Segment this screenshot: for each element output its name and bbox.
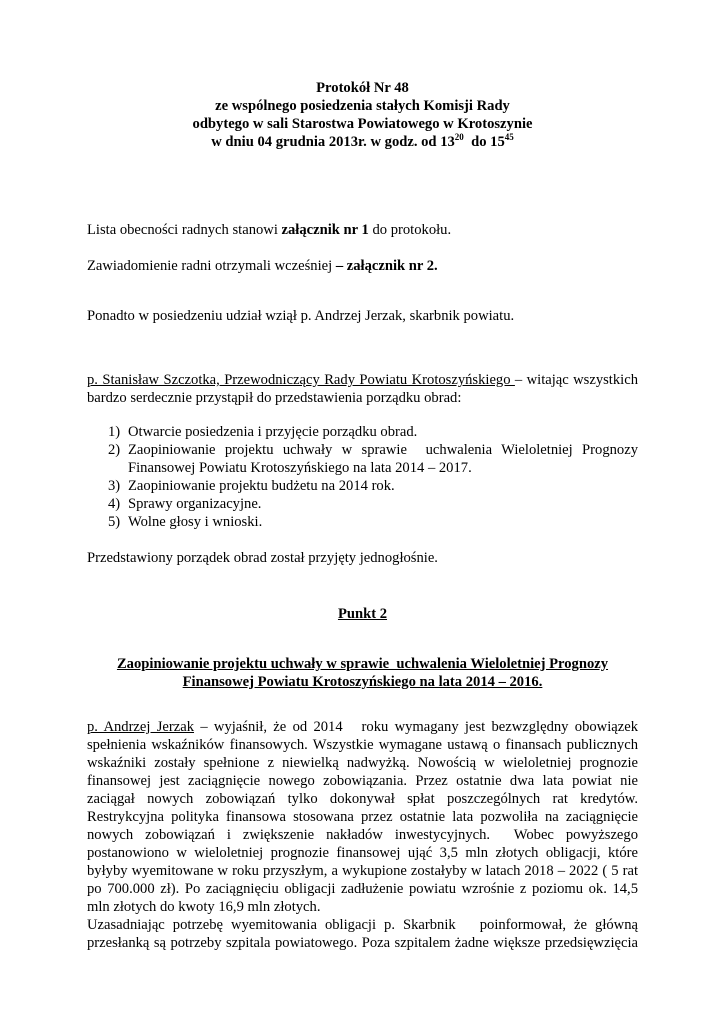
- speaker-treasurer: p. Andrzej Jerzak: [87, 719, 195, 735]
- protocol-header: [0, 79, 725, 151]
- attendance-note: Lista obecności radnych stanowi załącznik nr 1 do protokołu.: [87, 222, 452, 238]
- agenda-item: 3) Zaopiniowanie projektu budżetu na 2014 rok.: [108, 478, 395, 494]
- notice-note: Zawiadomienie radni otrzymali wcześniej – załącznik nr 2.: [87, 258, 438, 274]
- meeting-description: ze wspólnego posiedzenia stałych Komisji Rady: [215, 98, 510, 114]
- point-heading: Punkt 2: [337, 606, 388, 622]
- agenda-accepted-note: Przedstawiony porządek obrad został przyjęty jednogłośnie.: [87, 550, 438, 566]
- opening-paragraph: p. Stanisław Szczotka, Przewodniczący Rady Powiatu Krotoszyńskiego – witając wszystkich bardzo serdecznie przystąpił do przedstawienia porządku obrad:: [87, 372, 638, 406]
- agenda-item: 1) Otwarcie posiedzenia i przyjęcie porządku obrad.: [108, 424, 418, 440]
- point-title: Zaopiniowanie projektu uchwały w sprawie uchwalenia Wieloletniej Prognozy Finansowej Powiatu Krotoszyńskiego na lata 2014 – 2016.: [116, 656, 609, 690]
- agenda-item: 5) Wolne głosy i wnioski.: [108, 514, 263, 530]
- speaker-chairman: p. Stanisław Szczotka, Przewodniczący Rady Powiatu Krotoszyńskiego: [87, 372, 515, 388]
- meeting-location: odbytego w sali Starostwa Powiatowego w Krotoszynie: [192, 116, 533, 132]
- time-start-minutes: 20: [454, 132, 464, 142]
- participant-note: Ponadto w posiedzeniu udział wziął p. Andrzej Jerzak, skarbnik powiatu.: [87, 308, 515, 324]
- agenda-list: [87, 423, 638, 531]
- protocol-number: Protokół Nr 48: [316, 80, 409, 96]
- meeting-date-time: w dniu 04 grudnia 2013r. w godz. od $13^{20}$ do $15^{45}$: [211, 132, 514, 150]
- agenda-item: 4) Sprawy organizacyjne.: [108, 496, 262, 512]
- discussion-paragraph: p. Andrzej Jerzak – wyjaśnił, że od 2014 roku wymagany jest bezwzględny obowiązek spełnienia wskaźników finansowych. Wszystkie wymagane ustawą o finansach publicznych wskaźniki zostały spełnione z niewielką nadwyżką. Nowością w wieloletniej prognozie finansowej jest zaciągnięcie nowego zobowiązania. Przez ostatnie dwa lata powiat nie zaciągał nowych zobowiązań tylko dokonywał spłat poszczególnych rat kredytów. Restrykcyjna polityka finansowa stosowana przez ostatnie lata pozwoliła na zaciągnięcie nowych zobowiązań i zwiększenie nakładów inwestycyjnych. Wobec powyższego postanowiono w wieloletniej prognozie finansowej ująć 3,5 mln złotych obligacji, które byłyby wyemitowane w roku przyszłym, a wykupione zostałyby w latach 2018 – 2022 ( 5 rat po 700.000 zł). Po zaciągnięciu obligacji zadłużenie powiatu wzrośnie z poziomu ok. 14,5 mln złotych do kwoty 16,9 mln złotych. Uzasadniając potrzebę wyemitowania obligacji p. Skarbnik poinformował, że główną przesłanką są potrzeby szpitala powiatowego. Poza szpitalem żadne większe przedsięwzięcia: [87, 719, 638, 951]
- agenda-item: 2) Zaopiniowanie projektu uchwały w sprawie uchwalenia Wieloletniej Prognozy Finansowej Powiatu Krotoszyńskiego na lata 2014 – 2017.: [108, 442, 638, 476]
- time-end-minutes: 45: [504, 132, 514, 142]
